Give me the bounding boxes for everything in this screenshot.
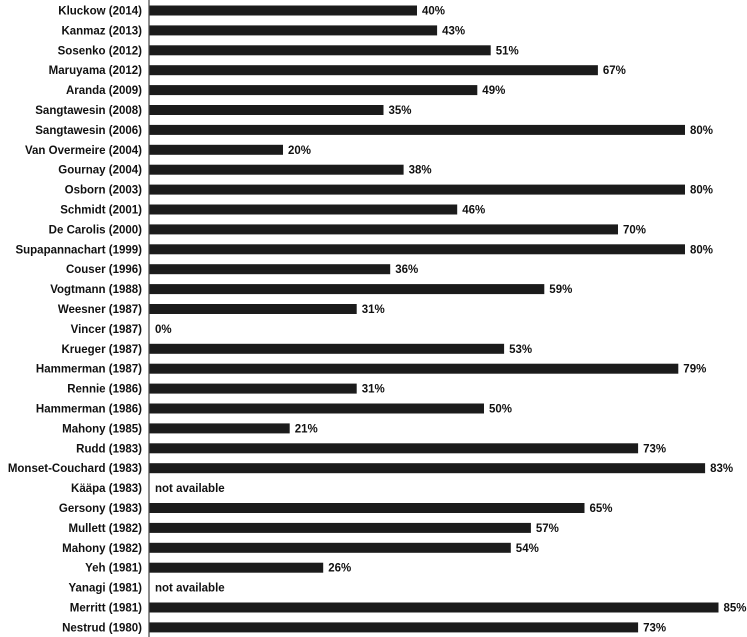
- value-label: 59%: [549, 284, 573, 297]
- bar: [149, 65, 598, 75]
- value-label: 50%: [489, 403, 513, 416]
- bar: [149, 384, 357, 394]
- category-label: Yeh (1981): [85, 562, 142, 575]
- bar: [149, 543, 511, 553]
- category-label: Kluckow (2014): [58, 5, 142, 18]
- value-label: 53%: [509, 343, 533, 356]
- category-label: Krueger (1987): [61, 343, 142, 356]
- bar: [149, 463, 705, 473]
- bar: [149, 563, 323, 573]
- category-label: Yanagi (1981): [68, 582, 142, 595]
- bar: [149, 244, 685, 254]
- category-label: Gournay (2004): [58, 164, 142, 177]
- category-label: Mullett (1982): [68, 522, 142, 535]
- bar: [149, 125, 685, 135]
- category-label: Sangtawesin (2008): [35, 105, 142, 117]
- category-label: Sangtawesin (2006): [35, 124, 142, 137]
- bars: [149, 6, 719, 633]
- category-label: Merritt (1981): [69, 602, 142, 615]
- bar: [149, 622, 638, 632]
- value-label: 83%: [710, 463, 734, 476]
- value-label: 80%: [690, 124, 714, 137]
- category-label: Rennie (1986): [67, 383, 142, 396]
- category-labels: [8, 6, 142, 635]
- value-label: 38%: [408, 164, 432, 177]
- value-label: 79%: [683, 363, 707, 376]
- value-label: 80%: [690, 184, 714, 197]
- bar: [149, 603, 719, 613]
- value-label: 21%: [294, 423, 318, 436]
- value-label: 51%: [495, 45, 519, 58]
- bar: [149, 523, 531, 533]
- bar: [149, 404, 484, 414]
- value-label: 85%: [723, 602, 747, 615]
- bar: [149, 45, 491, 55]
- category-label: Nestrud (1980): [62, 622, 142, 635]
- bar: [149, 364, 678, 374]
- bar: [149, 145, 283, 155]
- value-label: 54%: [515, 542, 539, 555]
- value-labels: [155, 6, 747, 635]
- category-label: Rudd (1983): [76, 443, 142, 456]
- bar: [149, 105, 384, 115]
- bar: [149, 503, 585, 513]
- category-label: Kääpa (1983): [71, 483, 142, 496]
- value-label: 0%: [155, 323, 172, 336]
- value-label: 43%: [442, 25, 466, 38]
- value-label: 20%: [288, 144, 312, 157]
- category-label: Kanmaz (2013): [61, 25, 142, 38]
- value-label: 40%: [422, 5, 446, 18]
- category-label: Van Overmeire (2004): [25, 144, 142, 157]
- category-label: Supapannachart (1999): [15, 244, 142, 257]
- value-label: 80%: [690, 244, 714, 257]
- bar: [149, 165, 404, 175]
- category-label: Vincer (1987): [70, 323, 142, 336]
- not-available-label: not available: [155, 582, 225, 595]
- category-label: Aranda (2009): [65, 85, 142, 98]
- value-label: 49%: [482, 85, 506, 98]
- bar: [149, 185, 685, 195]
- value-label: 67%: [602, 65, 626, 78]
- category-label: Couser (1996): [65, 264, 142, 277]
- category-label: Maruyama (2012): [48, 65, 142, 78]
- category-label: Vogtmann (1988): [50, 284, 142, 297]
- bar: [149, 205, 457, 215]
- bar: [149, 224, 618, 234]
- bar: [149, 304, 357, 314]
- value-label: 73%: [643, 622, 667, 635]
- not-available-label: not available: [155, 483, 225, 496]
- value-label: 31%: [361, 304, 385, 316]
- category-label: Gersony (1983): [58, 503, 142, 515]
- category-label: Sosenko (2012): [57, 45, 142, 58]
- value-label: 36%: [395, 264, 419, 277]
- bar: [149, 264, 390, 274]
- category-label: Mahony (1982): [62, 542, 142, 555]
- bar: [149, 284, 544, 294]
- category-label: Monset-Couchard (1983): [7, 463, 142, 476]
- category-label: Osborn (2003): [64, 184, 142, 197]
- category-label: De Carolis (2000): [48, 224, 142, 237]
- bar: [149, 6, 417, 16]
- category-label: Hammerman (1986): [35, 403, 142, 416]
- value-label: 35%: [388, 105, 412, 117]
- category-label: Mahony (1985): [62, 423, 142, 436]
- bar: [149, 423, 290, 433]
- category-label: Weesner (1987): [57, 304, 142, 316]
- value-label: 31%: [361, 383, 385, 396]
- category-label: Schmidt (2001): [60, 204, 142, 217]
- value-label: 70%: [623, 224, 647, 237]
- category-label: Hammerman (1987): [35, 363, 142, 376]
- bar: [149, 85, 477, 95]
- value-label: 26%: [328, 562, 352, 575]
- bar: [149, 344, 504, 354]
- bar: [149, 25, 437, 35]
- value-label: 73%: [643, 443, 667, 456]
- bar: [149, 443, 638, 453]
- value-label: 57%: [535, 522, 559, 535]
- value-label: 65%: [589, 503, 613, 515]
- value-label: 46%: [462, 204, 486, 217]
